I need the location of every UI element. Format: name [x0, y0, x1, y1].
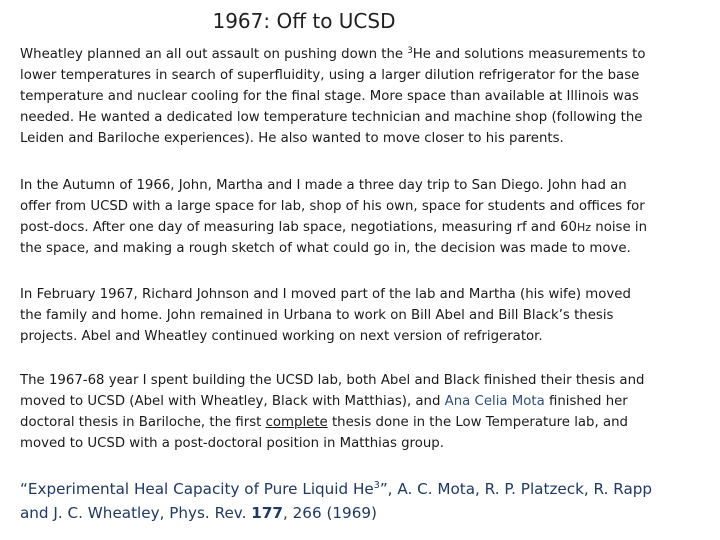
citation-segment: ”, A. C. Mota, R. P. Platzeck, R. Rapp	[379, 480, 653, 498]
superscript: 3	[373, 480, 380, 491]
unit-text: Hz	[577, 221, 592, 234]
text-line: lower temperatures in search of superfluidity, using a larger dilution refrigerator for the base	[20, 68, 640, 83]
text-line: projects. Abel and Wheatley continued working on next version of refrigerator.	[20, 329, 543, 344]
citation-segment: , 266 (1969)	[282, 504, 377, 522]
text-line: Leiden and Bariloche experiences). He also wanted to move closer to his parents.	[20, 131, 564, 146]
text-line: The 1967-68 year I spent building the UCSD lab, both Abel and Black finished their thesis and	[20, 373, 645, 388]
citation	[20, 477, 710, 525]
text-line	[20, 44, 710, 65]
citation-line	[20, 477, 710, 501]
page-title: 1967: Off to UCSD	[212, 9, 396, 33]
text-segment: finished her	[544, 394, 628, 409]
text-line: moved to UCSD with a post-doctoral position in Matthias group.	[20, 436, 444, 451]
superscript: 3	[407, 46, 413, 56]
text-segment: He and solutions measurements to	[412, 47, 646, 62]
text-segment: thesis done in the Low Temperature lab, and	[327, 415, 628, 430]
citation-segment: and J. C. Wheatley, Phys. Rev.	[20, 504, 252, 522]
volume-number: 177	[251, 504, 283, 522]
highlighted-name: Ana Celia Mota	[444, 394, 545, 409]
text-line: the family and home. John remained in Urbana to work on Bill Abel and Bill Black’s thesis	[20, 308, 614, 323]
text-segment: post-docs. After one day of measuring lab space, negotiations, measuring rf and 60	[20, 220, 578, 235]
paragraph-motivation	[20, 44, 710, 149]
paragraph-move	[20, 284, 710, 347]
text-line: temperature and nuclear cooling for the final stage. More space than available at Illinois was	[20, 89, 639, 104]
citation-line	[20, 501, 710, 525]
text-line: In the Autumn of 1966, John, Martha and I made a three day trip to San Diego. John had an	[20, 178, 627, 193]
text-line	[20, 217, 710, 238]
text-line: In February 1967, Richard Johnson and I moved part of the lab and Martha (his wife) moved	[20, 287, 631, 302]
text-segment: moved to UCSD (Abel with Wheatley, Black with Matthias), and	[20, 394, 445, 409]
citation-segment: “Experimental Heal Capacity of Pure Liquid He	[20, 480, 374, 498]
text-line: offer from UCSD with a large space for lab, shop of his own, space for students and offices for	[20, 199, 645, 214]
text-segment: noise in	[591, 220, 648, 235]
text-line	[20, 412, 710, 433]
text-line: needed. He wanted a dedicated low temperature technician and machine shop (following the	[20, 110, 643, 125]
text-line: the space, and making a rough sketch of what could go in, the decision was made to move.	[20, 241, 631, 256]
paragraph-san-diego-trip	[20, 175, 710, 259]
text-line	[20, 391, 710, 412]
paragraph-ucsd-lab	[20, 370, 710, 454]
text-segment: Wheatley planned an all out assault on pushing down the	[20, 47, 408, 62]
text-segment: doctoral thesis in Bariloche, the first	[20, 415, 266, 430]
underlined-word: complete	[265, 415, 328, 430]
